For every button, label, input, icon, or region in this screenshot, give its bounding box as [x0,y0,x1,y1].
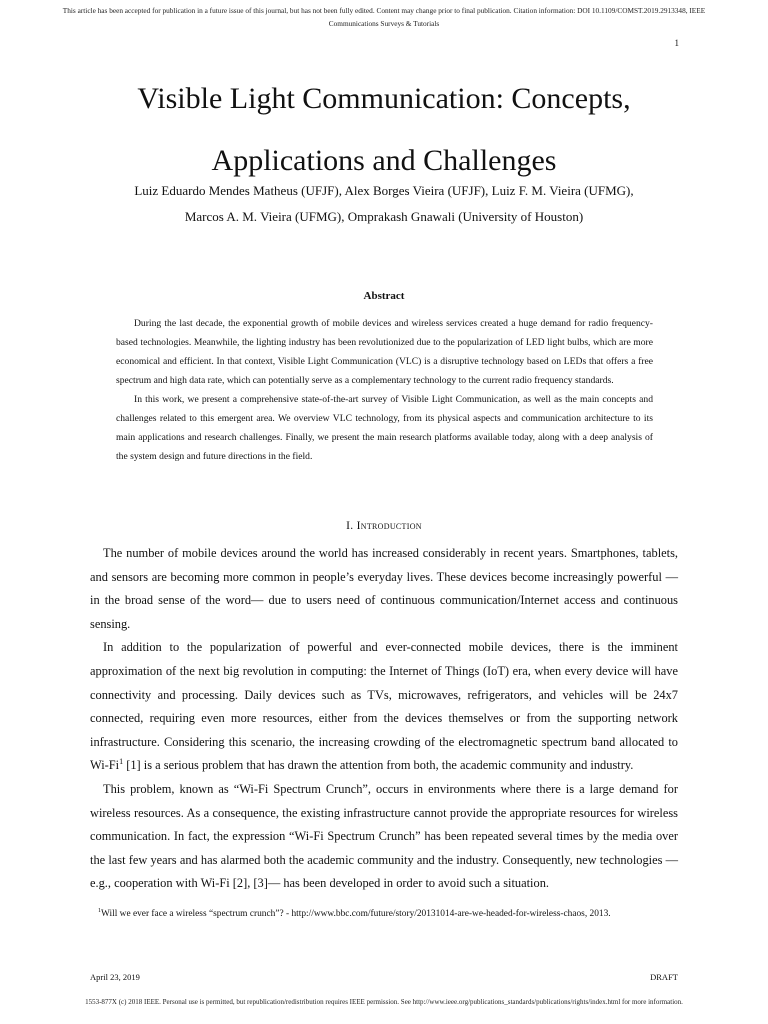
author-list [60,178,708,230]
paper-title-line1: Visible Light Communication: Concepts, [137,82,631,115]
section-title: Introduction [356,520,422,532]
footnote-text: Will we ever face a wireless “spectrum crunch”? - http://www.bbc.com/future/story/20131014-are-we-headed-for-wireless-chaos, 2013. [101,909,611,919]
body-paragraph [90,636,678,778]
body-text: [1] is a serious problem that has drawn the attention from both, the academic community and industry. [123,758,634,773]
body-paragraph: This problem, known as “Wi-Fi Spectrum Crunch”, occurs in environments where there is a large demand for wireless resources. As a consequence, the existing infrastructure cannot provide the appropriate resources for wireless communication. In fact, the expression “Wi-Fi Spectrum Crunch” has been repeated several times by the media over the last few years and has alarmed both the academic community and the industry. Consequently, new technologies —e.g., cooperation with Wi-Fi [2], [3]— has been developed in order to avoid such a situation. [90,781,678,891]
publication-notice-line1: This article has been accepted for publication in a future issue of this journal, but has not been fully edited. Content may change prior to final publication. Citation information: DOI 10.1109/COMST.2019.2913348, IEEE [62,6,706,15]
paper-title-line2: Applications and Challenges [211,144,557,177]
page-number: 1 [674,38,679,48]
footer-date: April 23, 2019 [90,972,140,982]
abstract-paragraph: During the last decade, the exponential growth of mobile devices and wireless services created a huge demand for radio frequency-based technologies. Meanwhile, the lighting industry has been revolutionized due to the popularization of LED light bulbs, which are more economical and efficient. In that context, Visible Light Communication (VLC) is a disruptive technology based on LEDs that offers a free spectrum and high data rate, which can potentially serve as a complementary technology to the current radio frequency standards. [116,318,653,386]
abstract-body [116,314,653,466]
abstract-heading: Abstract [363,290,405,302]
authors-line2: Marcos A. M. Vieira (UFMG), Omprakash Gnawali (University of Houston) [184,209,584,224]
footer-draft-label: DRAFT [650,972,678,982]
authors-line1: Luiz Eduardo Mendes Matheus (UFJF), Alex Borges Vieira (UFJF), Luiz F. M. Vieira (UFMG), [134,183,634,198]
footnote [98,906,678,922]
copyright-notice: 1553-877X (c) 2018 IEEE. Personal use is permitted, but republication/redistribution requires IEEE permission. See http://www.ieee.org/publications_standards/publications/rights/index.html for more information. [85,998,683,1006]
abstract-paragraph: In this work, we present a comprehensive state-of-the-art survey of Visible Light Communication, as well as the main concepts and challenges related to this emergent area. We overview VLC technology, from its physical aspects and communication architecture to its main applications and research challenges. Finally, we present the main research platforms available today, along with a deep analysis of the system design and future directions in the field. [116,394,653,462]
publication-notice-line2: Communications Surveys & Tutorials [328,19,440,28]
footnote-mark: 1 [98,907,102,914]
body-paragraph: The number of mobile devices around the world has increased considerably in recent years. Smartphones, tablets, and sensors are becoming more common in people’s everyday lives. These devices become increasingly powerful —in the broad sense of the word— due to users need of continuous communication/Internet access and continuous sensing. [90,546,678,631]
section-heading-introduction [0,516,768,536]
paper-title [40,68,728,192]
introduction-body [90,542,678,896]
body-text: In addition to the popularization of powerful and ever-connected mobile devices, there is the imminent approximation of the next big revolution in computing: the Internet of Things (IoT) era, when every device will have connectivity and processing. Daily devices such as TVs, microwaves, refrigerators, and vehicles will be 24x7 connected, requiring even more resources, either from the devices themselves or from the supporting network infrastructure. Considering this scenario, the increasing crowding of the electromagnetic spectrum band allocated to Wi-Fi [90,640,678,773]
footnote-reference[interactable]: 1 [119,757,124,767]
publication-notice [20,4,748,30]
section-number: I. [346,520,354,532]
